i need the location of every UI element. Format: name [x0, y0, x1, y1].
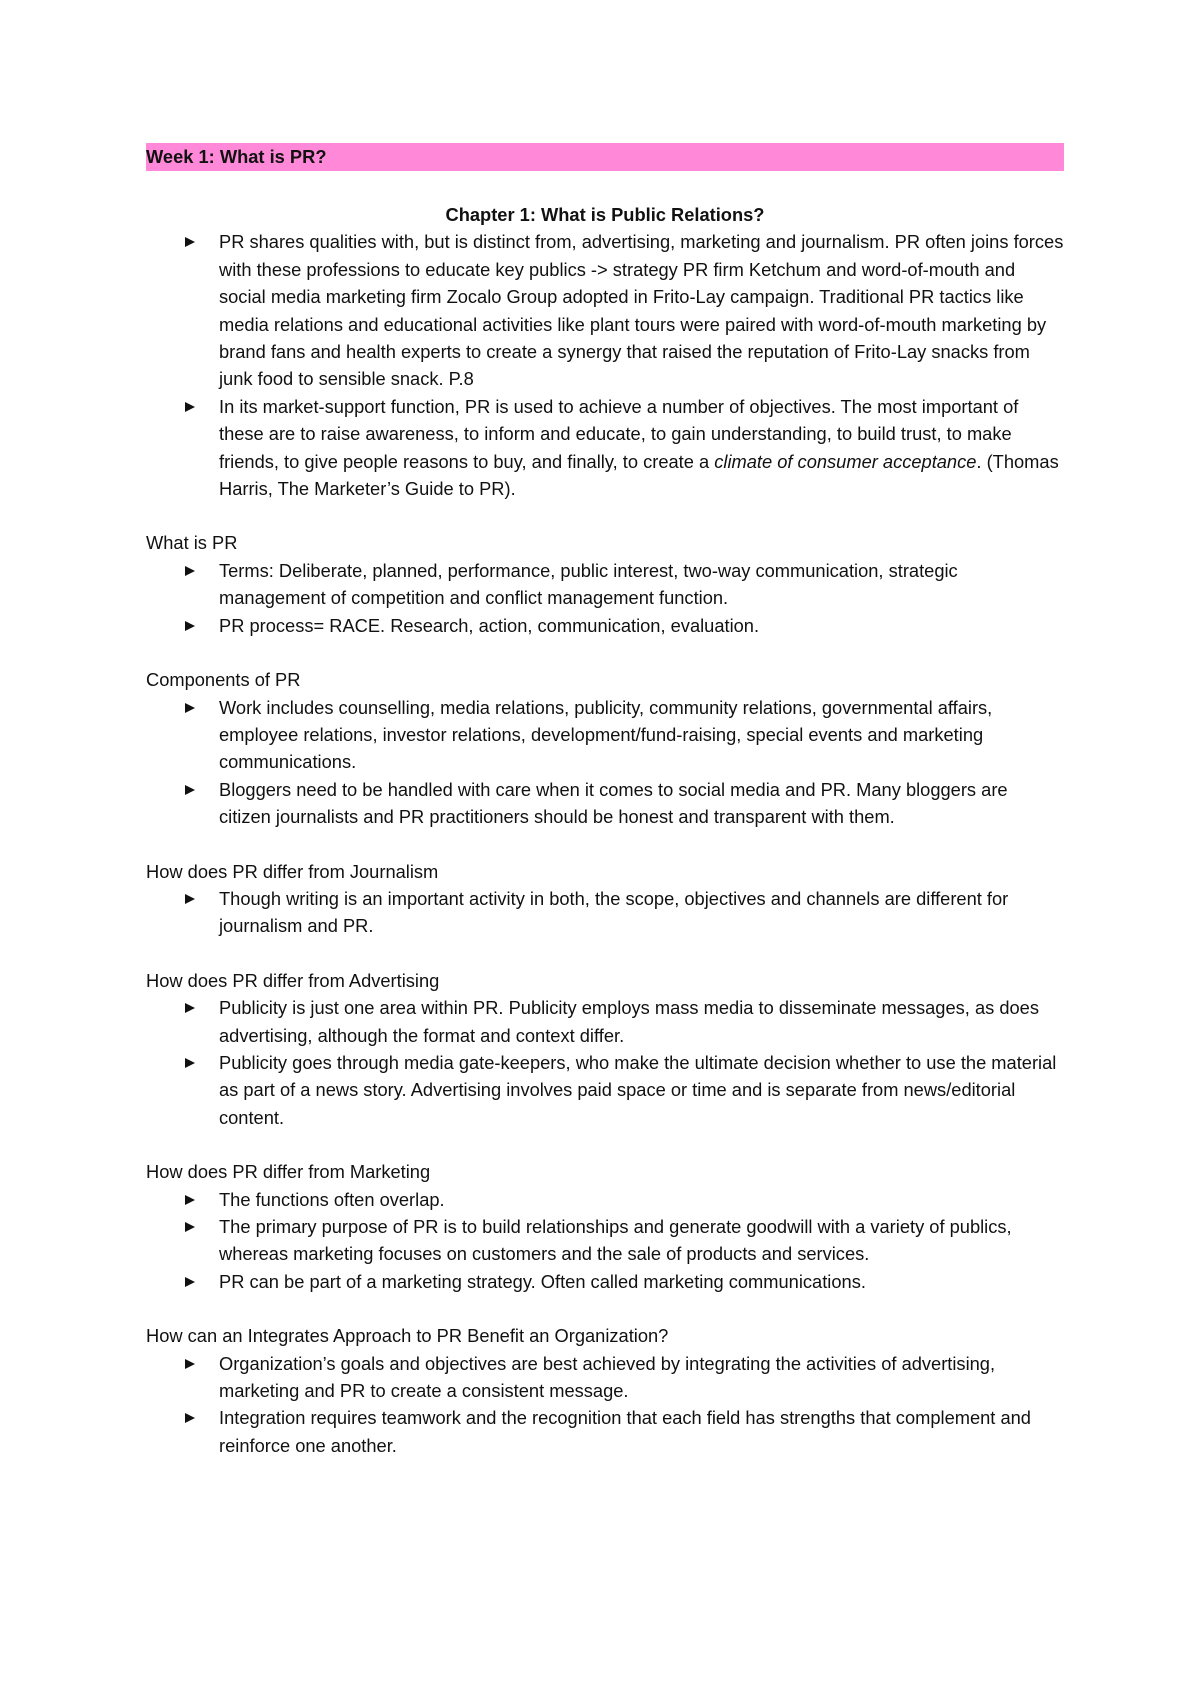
- bullet-text: Organization’s goals and objectives are best achieved by integrating the activities of advertising, marketing and PR to create a consistent message.: [219, 1352, 996, 1402]
- right-arrow-bullet-icon: [185, 237, 195, 247]
- list-item: [146, 557, 1064, 612]
- right-arrow-bullet-icon: [185, 703, 195, 713]
- list-item: [146, 1186, 1064, 1213]
- right-arrow-bullet-icon: [185, 894, 195, 904]
- section-integrated-approach: [146, 1322, 1064, 1459]
- section-what-is-pr: [146, 529, 1064, 639]
- bullet-text: Publicity goes through media gate-keepers, who make the ultimate decision whether to use the material as part of a news story. Advertising involves paid space or time and is separate from news/editorial content.: [219, 1051, 1057, 1128]
- right-arrow-bullet-icon: [185, 1222, 195, 1232]
- bullet-text: Bloggers need to be handled with care when it comes to social media and PR. Many bloggers are citizen journalists and PR practitioners should be honest and transparent with them.: [219, 778, 1008, 828]
- list-item: [146, 885, 1064, 940]
- bullet-text: The functions often overlap.: [219, 1188, 445, 1210]
- bullet-text: Publicity is just one area within PR. Publicity employs mass media to disseminate messages, as does advertising, although the format and context differ.: [219, 997, 1039, 1046]
- bullet-text: Though writing is an important activity in both, the scope, objectives and channels are different for journalism and PR.: [219, 887, 1009, 937]
- section-heading: What is PR: [146, 532, 238, 554]
- bullet-list: [146, 1350, 1064, 1460]
- bullet-list: [146, 885, 1064, 940]
- bullet-list: [146, 557, 1064, 639]
- right-arrow-bullet-icon: [185, 621, 195, 631]
- right-arrow-bullet-icon: [185, 566, 195, 576]
- section-heading: How does PR differ from Advertising: [146, 969, 440, 991]
- bullet-text: Work includes counselling, media relations, publicity, community relations, governmental affairs, employee relations, investor relations, development/fund-raising, special events and marketing communications.: [219, 696, 993, 773]
- bullet-list: [146, 694, 1064, 831]
- week-title-banner: Week 1: What is PR?: [146, 143, 1064, 171]
- section-heading: Components of PR: [146, 669, 301, 691]
- bullet-list: [146, 994, 1064, 1131]
- bullet-text: In its market-support function, PR is used to achieve a number of objectives. The most important of these are to raise awareness, to inform and educate, to gain understanding, to build trust, to make friends, to give people reasons to buy, and finally, to create a climate of consumer acceptance. (Thomas Harris, The Marketer’s Guide to PR).: [219, 395, 1059, 500]
- right-arrow-bullet-icon: [185, 785, 195, 795]
- right-arrow-bullet-icon: [185, 1413, 195, 1423]
- bullet-text: The primary purpose of PR is to build relationships and generate goodwill with a variety of publics, whereas marketing focuses on customers and the sale of products and services.: [219, 1216, 1012, 1265]
- list-item: [146, 776, 1064, 831]
- section-pr-vs-journalism: [146, 858, 1064, 940]
- list-item: [146, 1404, 1064, 1459]
- list-item: [146, 1268, 1064, 1295]
- list-item: [146, 994, 1064, 1049]
- right-arrow-bullet-icon: [185, 1058, 195, 1068]
- right-arrow-bullet-icon: [185, 1277, 195, 1287]
- list-item: [146, 694, 1064, 776]
- document-body: [146, 143, 1064, 1459]
- list-item: [146, 1350, 1064, 1405]
- bullet-text: PR process= RACE. Research, action, communication, evaluation.: [219, 614, 760, 636]
- section-pr-vs-advertising: [146, 967, 1064, 1131]
- list-item: [146, 228, 1064, 392]
- list-item: [146, 393, 1064, 503]
- bullet-text: Terms: Deliberate, planned, performance, public interest, two-way communication, strategic management of competition and conflict management function.: [219, 559, 958, 609]
- right-arrow-bullet-icon: [185, 402, 195, 412]
- section-pr-vs-marketing: [146, 1158, 1064, 1295]
- bullet-list: [146, 1186, 1064, 1296]
- bullet-text: PR shares qualities with, but is distinct from, advertising, marketing and journalism. PR often joins forces with these professions to educate key publics -> strategy PR firm Ketchum and word-of-mouth and social media marketing firm Zocalo Group adopted in Frito-Lay campaign. Traditional PR tactics like media relations and educational activities like plant tours were paired with word-of-mouth marketing by brand fans and health experts to create a synergy that raised the reputation of Frito-Lay snacks from junk food to sensible snack. P.8: [219, 231, 1064, 390]
- section-heading: How does PR differ from Journalism: [146, 860, 439, 882]
- list-item: [146, 612, 1064, 639]
- bullet-text: PR can be part of a marketing strategy. Often called marketing communications.: [219, 1270, 866, 1292]
- right-arrow-bullet-icon: [185, 1003, 195, 1013]
- section-heading: How can an Integrates Approach to PR Benefit an Organization?: [146, 1325, 669, 1347]
- right-arrow-bullet-icon: [185, 1359, 195, 1369]
- right-arrow-bullet-icon: [185, 1195, 195, 1205]
- section-heading: How does PR differ from Marketing: [146, 1161, 431, 1183]
- list-item: [146, 1213, 1064, 1268]
- italic-phrase: climate of consumer acceptance: [714, 450, 977, 472]
- chapter-bullet-list: [146, 228, 1064, 502]
- chapter-title: Chapter 1: What is Public Relations?: [445, 204, 765, 225]
- list-item: [146, 1049, 1064, 1131]
- section-components-of-pr: [146, 666, 1064, 830]
- bullet-text: Integration requires teamwork and the recognition that each field has strengths that complement and reinforce one another.: [219, 1407, 1031, 1456]
